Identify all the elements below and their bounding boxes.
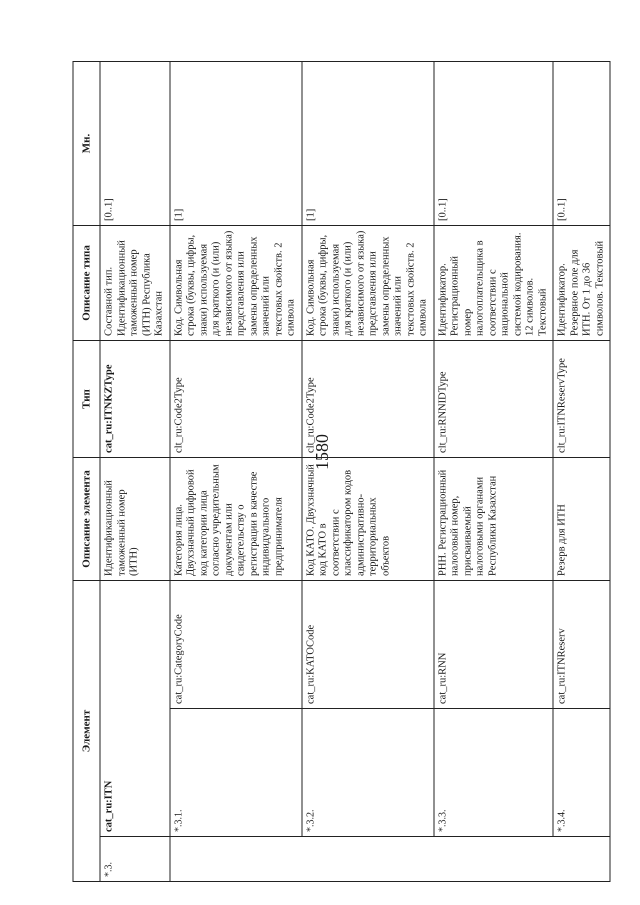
type-name: clt_ru:Code2Type xyxy=(170,340,302,457)
table-row xyxy=(553,61,610,881)
type-name: clt_ru:Code2Type xyxy=(302,340,434,457)
rotated-table-container xyxy=(73,62,605,882)
element-name: cat_ru:ITN xyxy=(100,580,170,836)
element-name: cat_ru:RNN xyxy=(434,580,554,708)
header-type: Тип xyxy=(73,340,100,457)
header-type-description: Описание типа xyxy=(73,225,100,340)
table-row xyxy=(302,61,434,881)
element-name: cat_ru:CategoryCode xyxy=(170,580,302,708)
element-description: Код КАТО. Двухзначный код КАТО в соответствии с классификатором кодов административно-территориальных объектов xyxy=(302,457,434,580)
type-description: Идентификатор. Регистрационный номер налогоплательщика в соответствии с национальной системой кодирования. 12 символов. Текстовый xyxy=(434,225,554,340)
type-description: Составной тип. Идентификационный таможенный номер (ИТН) Республика Казахстан xyxy=(100,225,170,340)
type-name: clt_ru:RNNIDType xyxy=(434,340,554,457)
table-row xyxy=(434,61,554,881)
element-name: cat_ru:KATOCode xyxy=(302,580,434,708)
multiplicity: [0..1] xyxy=(553,61,610,225)
row-number: *.3.1. xyxy=(170,709,302,837)
row-number: *.3. xyxy=(100,837,170,882)
table-row xyxy=(100,61,170,881)
element-description: Категория лица. Двухзначный цифровой код категории лица согласно учредительным документам или свидетельству о регистрации в качестве индивидуального предпринимателя xyxy=(170,457,302,580)
element-description: Резерв для ИТН xyxy=(553,457,610,580)
type-description: Идентификатор. Резервное поле для ИТН. От 1 до 36 символов. Текстовый xyxy=(553,225,610,340)
multiplicity: [0..1] xyxy=(100,61,170,225)
type-name: clt_ru:ITNReservType xyxy=(553,340,610,457)
row-number: *.3.2. xyxy=(302,709,434,837)
header-multiplicity: Мн. xyxy=(73,61,100,225)
element-table xyxy=(73,61,611,882)
page-number: 1580 xyxy=(312,434,332,470)
row-number: *.3.3. xyxy=(434,709,554,837)
header-element: Элемент xyxy=(73,580,100,881)
element-description: РНН. Регистрационный налоговый номер, присваиваемый налоговыми органами Республики Казахстан xyxy=(434,457,554,580)
type-description: Код. Символьная строка (буквы, цифры, знаки) используемая для краткого (и (или) независимого от языка) представления или замены определенных значений или текстовых свойств. 2 символа xyxy=(302,225,434,340)
indent-cell xyxy=(170,837,611,882)
type-description: Код. Символьная строка (буквы, цифры, знаки) используемая для краткого (и (или) независимого от языка) представления или замены определенных значений или текстовых свойств. 2 символа xyxy=(170,225,302,340)
type-name: cat_ru:ITNKZType xyxy=(100,340,170,457)
row-number: *.3.4. xyxy=(553,709,610,837)
element-name: cat_ru:ITNReserv xyxy=(553,580,610,708)
header-element-description: Описание элемента xyxy=(73,457,100,580)
multiplicity: [1] xyxy=(170,61,302,225)
table-row xyxy=(170,61,302,881)
multiplicity: [1] xyxy=(302,61,434,225)
table-header-row xyxy=(73,61,100,881)
element-description: Идентификационный таможенный номер (ИТН) xyxy=(100,457,170,580)
multiplicity: [0..1] xyxy=(434,61,554,225)
